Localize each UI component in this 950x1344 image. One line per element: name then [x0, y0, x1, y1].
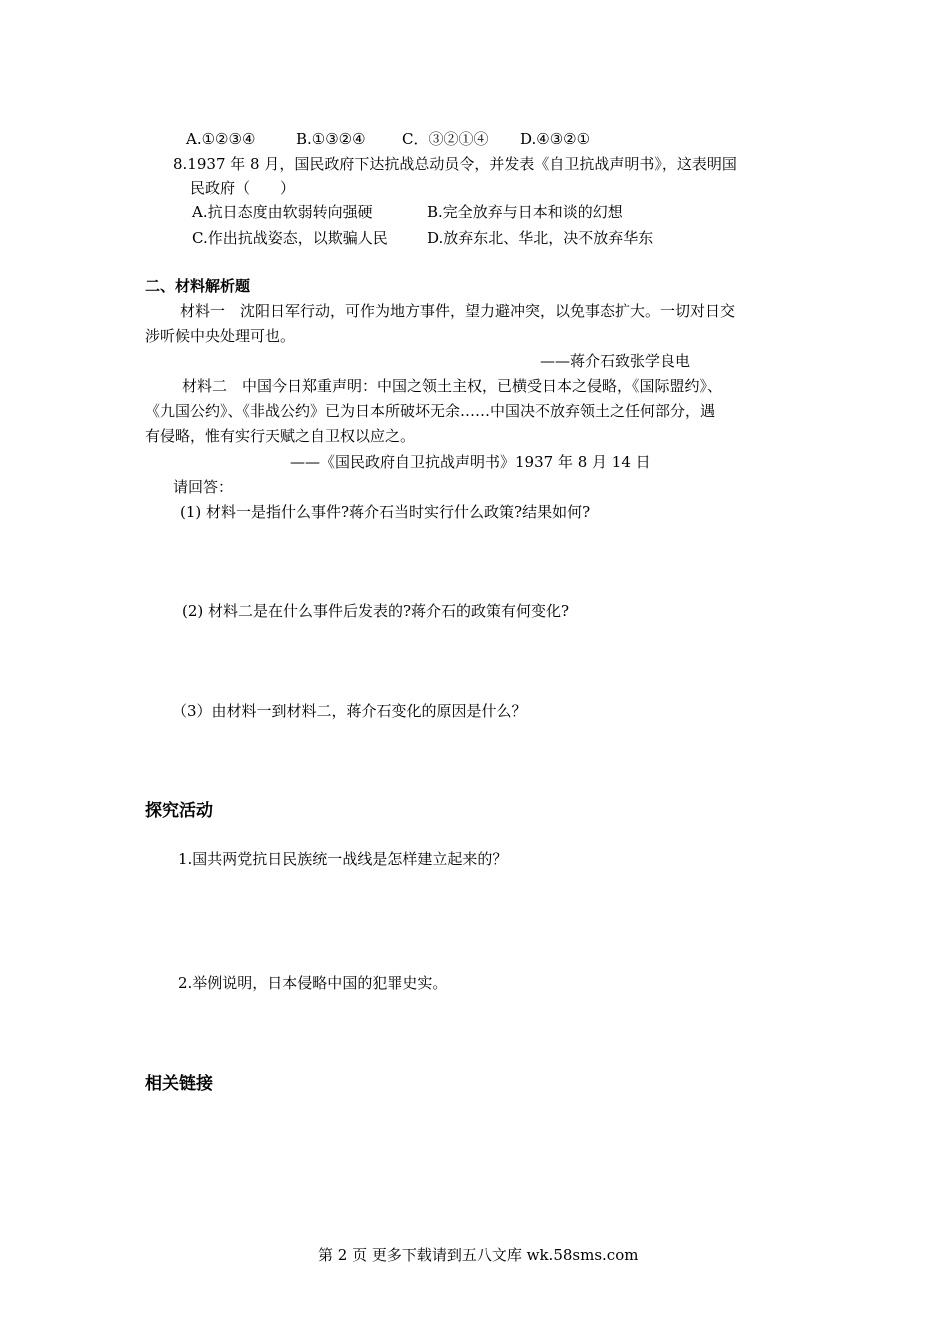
analysis-question-1: (1) 材料一是指什么事件?蒋介石当时实行什么政策?结果如何? [180, 503, 591, 521]
q7-option-b: B.①③②④ [296, 130, 366, 148]
analysis-question-2: (2) 材料二是在什么事件后发表的?蒋介石的政策有何变化? [182, 602, 570, 620]
q8-option-c: C.作出抗战姿态，以欺骗人民 [192, 229, 388, 247]
q8-stem-line1: 8.1937 年 8 月，国民政府下达抗战总动员令，并发表《自卫抗战声明书》，这表明国 [173, 155, 737, 173]
answer-prompt: 请回答： [173, 478, 234, 496]
explore-title: 探究活动 [145, 801, 213, 821]
material2-source: ——《国民政府自卫抗战声明书》1937 年 8 月 14 日 [290, 453, 651, 471]
q7-option-a: A.①②③④ [186, 130, 256, 148]
material1-line1: 材料一 沈阳日军行动，可作为地方事件，望力避冲突，以免事态扩大。一切对日交 [180, 302, 736, 320]
section2-title: 二、材料解析题 [145, 277, 251, 295]
material1-source: ——蒋介石致张学良电 [540, 352, 691, 370]
explore-question-2: 2.举例说明，日本侵略中国的犯罪史实。 [178, 974, 448, 992]
q8-option-b: B.完全放弃与日本和谈的幻想 [427, 203, 623, 221]
q8-stem-line2: 民政府（ ） [190, 179, 296, 197]
material2-line3: 有侵略，惟有实行天赋之自卫权以应之。 [145, 427, 416, 445]
material2-line2: 《九国公约》、《非战公约》已为日本所破坏无余……中国决不放弃领土之任何部分，遇 [145, 402, 716, 420]
links-title: 相关链接 [145, 1074, 213, 1094]
explore-question-1: 1.国共两党抗日民族统一战线是怎样建立起来的？ [178, 850, 508, 868]
analysis-question-3: （3）由材料一到材料二，蒋介石变化的原因是什么？ [172, 702, 527, 720]
q7-option-d: D.④③②① [520, 130, 591, 148]
material2-line1: 材料二 中国今日郑重声明：中国之领土主权，已横受日本之侵略，《国际盟约》、 [182, 377, 723, 395]
q8-option-a: A.抗日态度由软弱转向强硬 [192, 203, 373, 221]
material1-line2: 涉听候中央处理可也。 [145, 327, 296, 345]
q7-option-c: C．③②①④ [402, 130, 489, 148]
page-footer: 第 2 页 更多下载请到五八文库 wk.58sms.com [318, 1246, 639, 1264]
q8-option-d: D.放弃东北、华北，决不放弃华东 [427, 229, 654, 247]
